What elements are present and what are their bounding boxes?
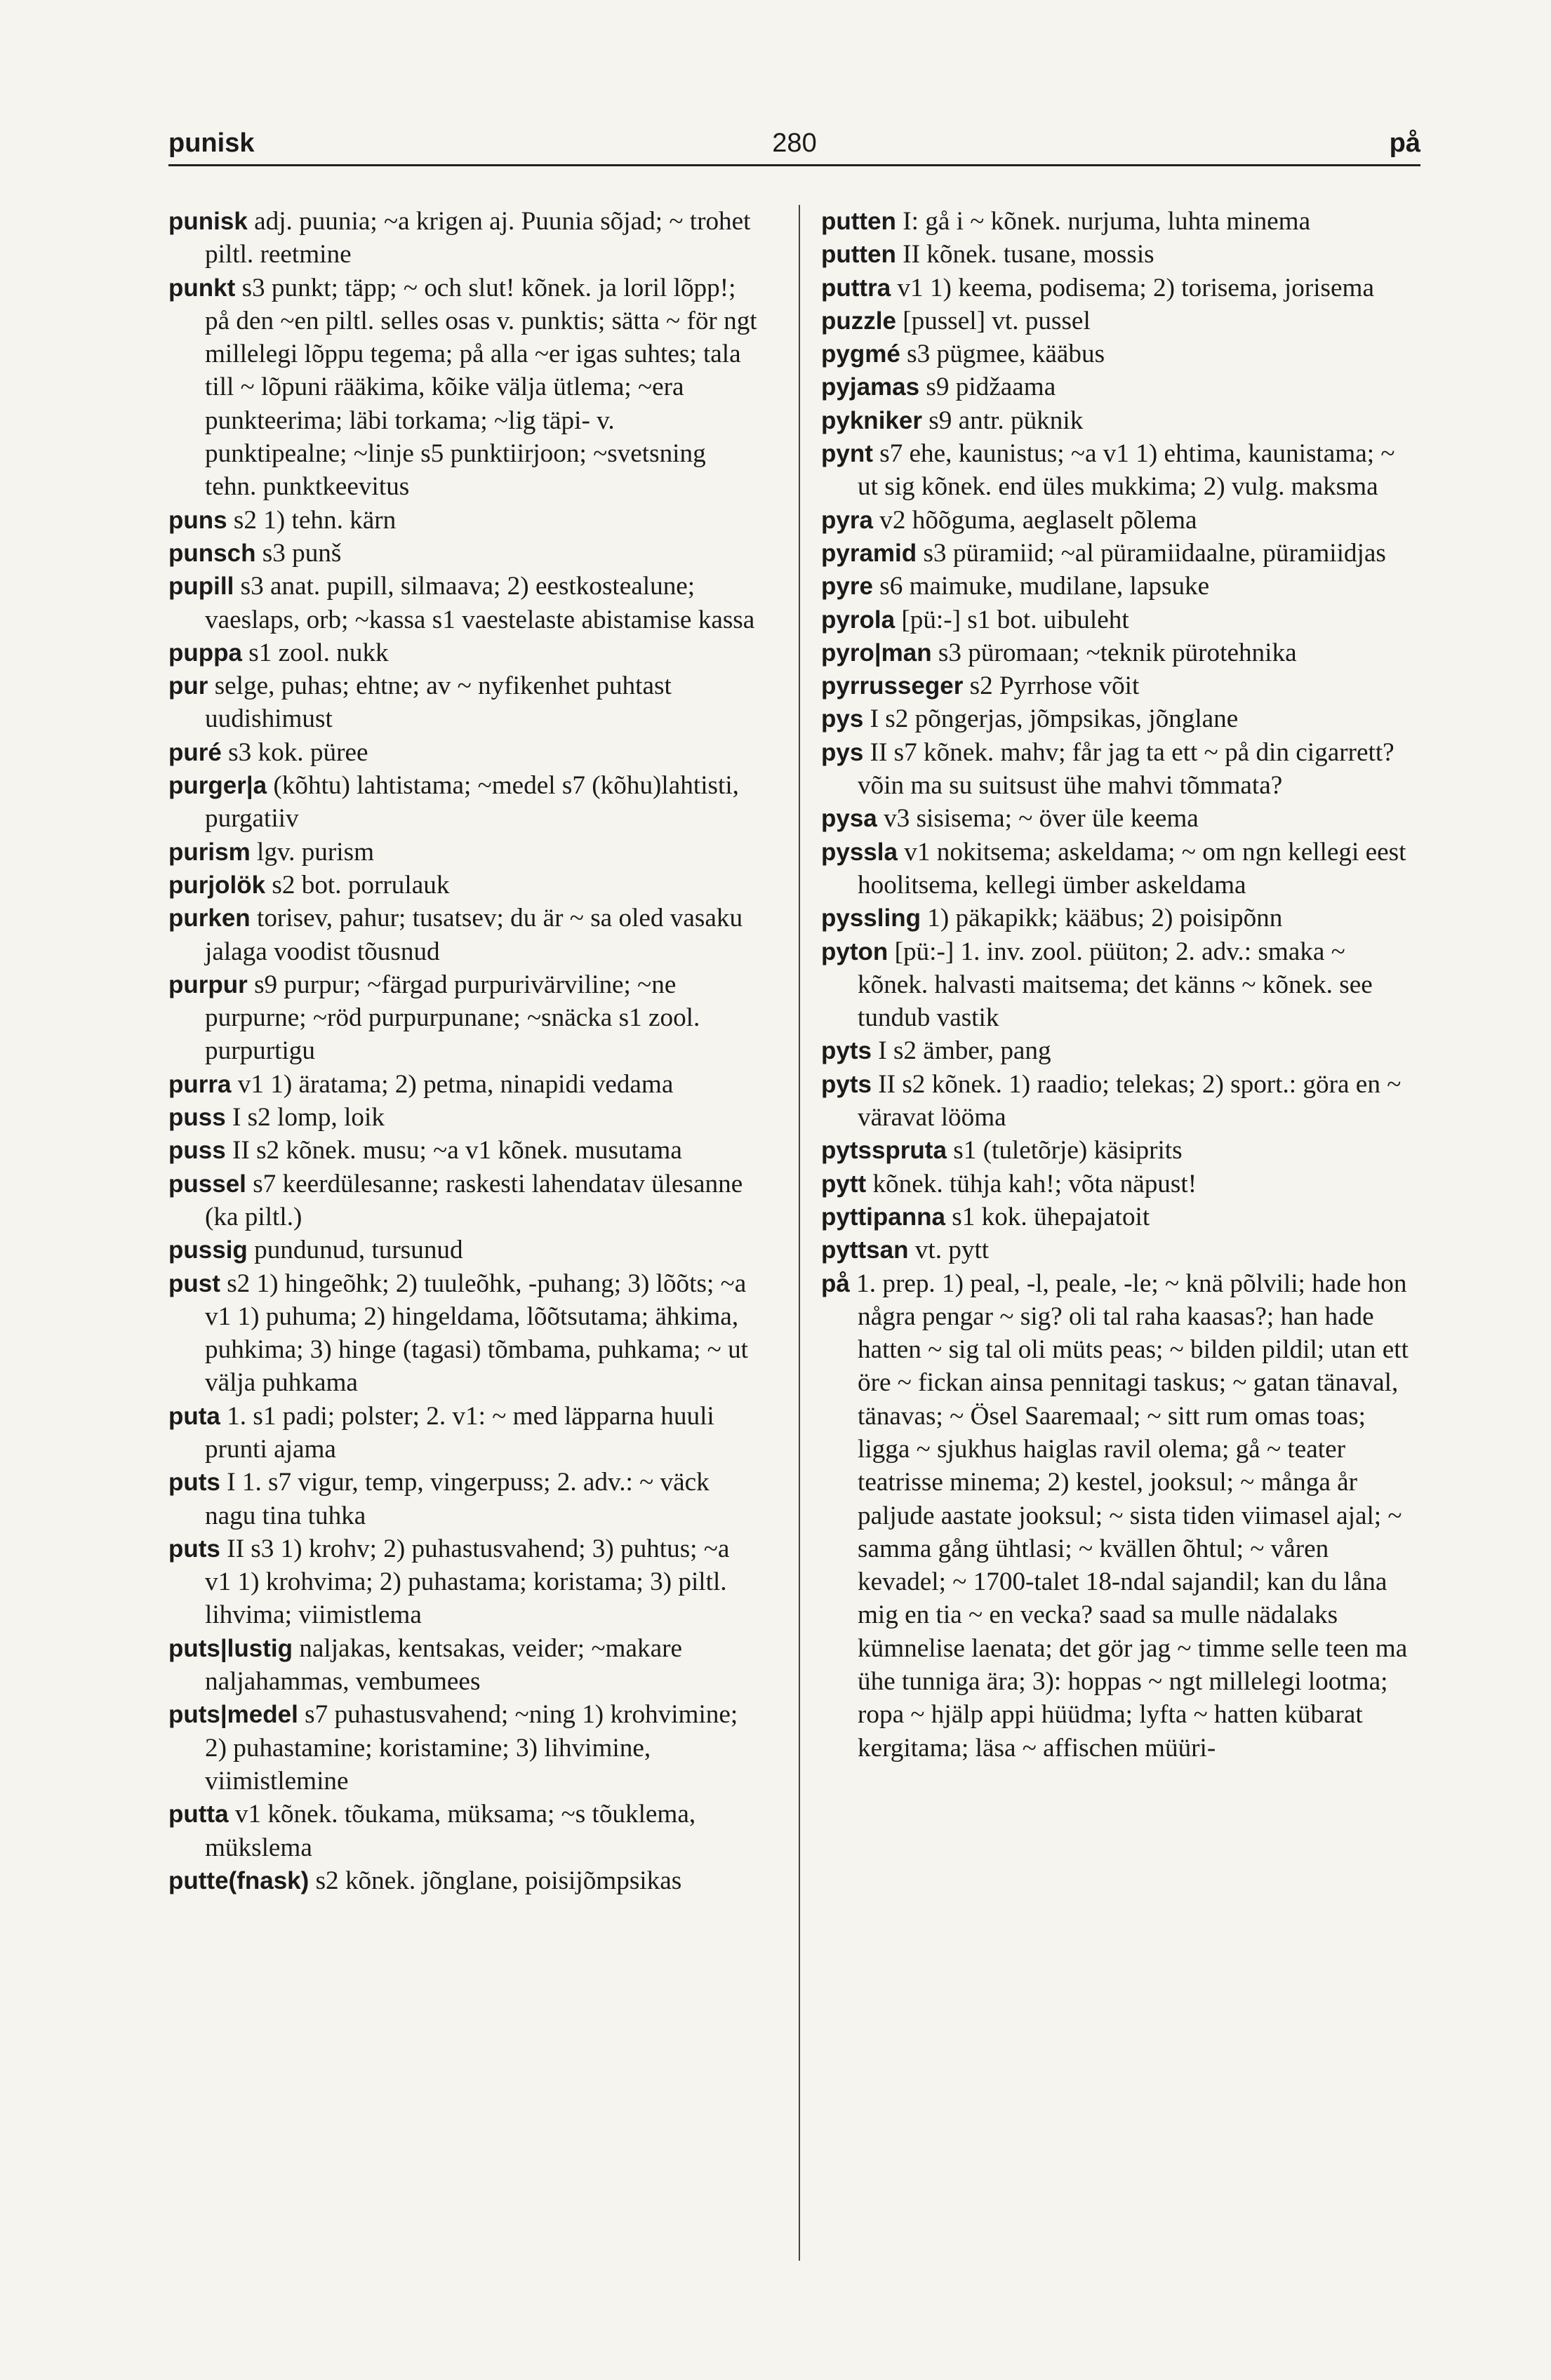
headword: pytt (821, 1170, 867, 1198)
headword: pyton (821, 937, 888, 965)
headword: på (821, 1269, 850, 1297)
dictionary-entry (168, 968, 758, 1068)
headword: pust (168, 1269, 220, 1297)
headword: puts|medel (168, 1701, 298, 1729)
definition: v3 sisisema; ~ över üle keema (884, 804, 1199, 834)
definition: pundunud, tursunud (254, 1236, 463, 1265)
dictionary-entry (168, 1532, 758, 1632)
headword: puns (168, 506, 227, 534)
headword: purken (168, 904, 251, 932)
definition: I s2 ämber, pang (878, 1036, 1051, 1066)
dictionary-entry (821, 1201, 1411, 1234)
definition: s2 1) tehn. kärn (233, 505, 397, 535)
dictionary-entry (168, 1134, 758, 1167)
definition: s7 puhastusvahend; ~ning 1) krohvimine; 2) puhastamine; koristamine; 3) lihvimine, viimistlemine (205, 1700, 738, 1796)
definition: s7 ehe, kaunistus; ~a v1 1) ehtima, kaunistama; ~ ut sig kõnek. end üles mukkima; 2) vulg. maksma (858, 439, 1395, 502)
dictionary-entry (168, 1632, 758, 1699)
dictionary-entry (168, 1234, 758, 1266)
dictionary-entry (168, 272, 758, 504)
dictionary-entry (168, 902, 758, 968)
headword: pys (821, 738, 864, 766)
dictionary-entry (168, 869, 758, 902)
definition: s6 maimuke, mudilane, lapsuke (879, 572, 1210, 601)
dictionary-entry (821, 603, 1411, 636)
definition: v2 hõõguma, aeglaselt põlema (879, 505, 1197, 535)
definition: I s2 lomp, loik (232, 1103, 385, 1132)
definition: s2 1) hingeõhk; 2) tuuleõhk, -puhang; 3) lõõts; ~a v1 1) puhuma; 2) hingeldama, lõõtsutama; ähkima, puhkima; 3) hinge (tagasi) tõmbama, puhkama; ~ ut välja puhkama (205, 1269, 749, 1398)
dictionary-entry (821, 272, 1411, 305)
definition: naljakas, kentsakas, veider; ~makare naljahammas, vembumees (205, 1633, 682, 1697)
headword: pussig (168, 1236, 248, 1264)
dictionary-entry (168, 570, 758, 636)
definition: II s2 kõnek. 1) raadio; telekas; 2) sport.: göra en ~ väravat lööma (858, 1069, 1402, 1132)
left-column (168, 205, 758, 1897)
dictionary-entry (821, 1168, 1411, 1201)
dictionary-entry (821, 636, 1411, 669)
headword: pytsspruta (821, 1137, 947, 1165)
header-rule (168, 164, 1420, 166)
page-header (168, 128, 1420, 170)
definition: II s3 1) krohv; 2) puhastusvahend; 3) puhtus; ~a v1 1) krohvima; 2) puhastama; koristama; 3) piltl. lihvima; viimistlema (205, 1534, 730, 1630)
dictionary-entry (821, 370, 1411, 403)
headword: puts (168, 1535, 220, 1563)
page-number: 280 (772, 128, 817, 158)
headword: pyra (821, 506, 873, 534)
definition: s3 anat. pupill, silmaava; 2) eestkostealune; vaeslaps, orb; ~kassa s1 vaestelaste abistamise kassa (205, 572, 755, 634)
headword: pyttsan (821, 1236, 909, 1264)
headword: pyro|man (821, 639, 932, 667)
dictionary-entry (821, 437, 1411, 504)
headword: puttra (821, 274, 891, 302)
dictionary-entry (168, 769, 758, 836)
dictionary-entry (821, 1134, 1411, 1167)
headword: putten (821, 241, 896, 269)
dictionary-entry (168, 1698, 758, 1798)
headword: pygmé (821, 340, 900, 368)
definition: II kõnek. tusane, mossis (903, 240, 1154, 269)
headword: putta (168, 1800, 229, 1829)
headword: puss (168, 1104, 226, 1132)
headword: purism (168, 838, 251, 866)
headword: pysa (821, 805, 877, 833)
headword: pyssling (821, 904, 921, 932)
dictionary-entry (168, 636, 758, 669)
dictionary-entry (821, 902, 1411, 935)
definition: adj. puunia; ~a krigen aj. Puunia sõjad; ~ trohet piltl. reetmine (205, 207, 751, 269)
definition: [pü:-] 1. inv. zool. püüton; 2. adv.: smaka ~ kõnek. halvasti maitsema; det känns ~ kõnek. see tundub vastik (858, 937, 1373, 1033)
headword: pyjamas (821, 373, 920, 401)
dictionary-entry (821, 337, 1411, 370)
headword: puss (168, 1137, 226, 1165)
definition: s3 kok. püree (228, 737, 368, 767)
definition: I s2 põngerjas, jõmpsikas, jõnglane (870, 704, 1239, 734)
headword: pussel (168, 1170, 246, 1198)
dictionary-entry (168, 1400, 758, 1466)
definition: s1 zool. nukk (248, 638, 389, 667)
header-first-headword: punisk (168, 128, 255, 158)
definition: [pussel] vt. pussel (903, 306, 1091, 335)
dictionary-entry (168, 836, 758, 869)
right-column (821, 205, 1411, 1765)
dictionary-entry (168, 1101, 758, 1134)
dictionary-entry (168, 1267, 758, 1400)
definition: s7 keerdülesanne; raskesti lahendatav ülesanne (ka piltl.) (205, 1169, 743, 1231)
definition: s1 (tuletõrje) käsiprits (953, 1136, 1183, 1165)
dictionary-entry (168, 205, 758, 272)
dictionary-entry (821, 802, 1411, 835)
headword: pyts (821, 1070, 872, 1098)
headword: pur (168, 672, 208, 700)
headword: punsch (168, 539, 256, 567)
dictionary-entry (821, 305, 1411, 337)
header-last-headword: på (1389, 128, 1420, 158)
headword: puts|lustig (168, 1634, 293, 1662)
definition: s2 bot. porrulauk (272, 870, 450, 900)
definition: kõnek. tühja kah!; võta näpust! (872, 1169, 1197, 1198)
dictionary-entry (821, 1068, 1411, 1135)
definition: s3 punš (262, 538, 342, 568)
dictionary-entry (168, 1466, 758, 1532)
dictionary-entry (821, 1234, 1411, 1266)
dictionary-entry (821, 537, 1411, 570)
dictionary-entry (821, 238, 1411, 271)
dictionary-entry (821, 404, 1411, 437)
dictionary-entry (168, 669, 758, 736)
definition: v1 1) äratama; 2) petma, ninapidi vedama (237, 1069, 674, 1099)
headword: pupill (168, 573, 234, 601)
definition: v1 kõnek. tõukama, müksama; ~s tõuklema, mükslema (205, 1800, 696, 1862)
headword: pyrrusseger (821, 672, 964, 700)
definition: s3 punkt; täpp; ~ och slut! kõnek. ja loril lõpp!; på den ~en piltl. selles osas v. punktis; sätta ~ för ngt millelegi lõppu tegema; på alla ~er igas suhtes; tala till ~ lõpuni rääkima, kõike välja ütlema; ~era punkteerima; läbi torkama; ~lig täpi- v. punktipealne; ~linje s5 punktiirjoon; ~svetsning tehn. punktkeevitus (205, 273, 757, 502)
definition: (kõhtu) lahtistama; ~medel s7 (kõhu)lahtisti, purgatiiv (205, 771, 739, 834)
definition: 1. s1 padi; polster; 2. v1: ~ med läpparna huuli prunti ajama (205, 1401, 714, 1464)
headword: pyrola (821, 606, 896, 634)
headword: pyttipanna (821, 1203, 945, 1231)
definition: I: gå i ~ kõnek. nurjuma, luhta minema (903, 207, 1311, 236)
headword: putten (821, 208, 896, 235)
headword: pyssla (821, 838, 898, 866)
headword: puzzle (821, 307, 896, 335)
headword: punisk (168, 208, 248, 235)
dictionary-entry (168, 1068, 758, 1101)
definition: s9 purpur; ~färgad purpurivärviline; ~ne purpurne; ~röd purpurpunane; ~snäcka s1 zool. purpurtigu (205, 970, 700, 1066)
definition: lgv. purism (257, 837, 374, 867)
dictionary-entry (821, 935, 1411, 1035)
dictionary-entry (821, 1267, 1411, 1765)
definition: s9 antr. püknik (928, 406, 1084, 435)
definition: II s7 kõnek. mahv; får jag ta ett ~ på din cigarrett? võin ma su suitsust ühe mahvi tõmmata? (858, 737, 1394, 801)
definition: v1 nokitsema; askeldama; ~ om ngn kellegi eest hoolitsema, kellegi ümber askeldama (858, 837, 1406, 900)
definition: s1 kok. ühepajatoit (952, 1202, 1150, 1231)
headword: puré (168, 738, 222, 766)
headword: puts (168, 1469, 220, 1497)
dictionary-entry (821, 836, 1411, 902)
definition: s3 püramiid; ~al püramiidaalne, püramiidjas (923, 538, 1386, 568)
headword: punkt (168, 274, 236, 302)
definition: s3 püromaan; ~teknik pürotehnika (938, 638, 1297, 667)
headword: purpur (168, 970, 248, 998)
dictionary-entry (821, 736, 1411, 803)
dictionary-entry (168, 1168, 758, 1234)
definition: 1) päkapikk; kääbus; 2) poisipõnn (927, 904, 1283, 933)
definition: 1. prep. 1) peal, -l, peale, -le; ~ knä põlvili; hade hon några pengar ~ sig? oli tal raha kaasas?; han hade hatten ~ sig tal oli müts peas; ~ bilden pildil; utan ett öre ~ fickan ainsa pennitagi taskus; ~ gatan tänaval, tänavas; ~ Ösel Saaremaal; ~ sitt rum omas toas; ligga ~ sjukhus haiglas ravil olema; gå ~ teater teatrisse minema; 2) kestel, jooksul; ~ många år paljude aastate jooksul; ~ sista tiden viimasel ajal; ~ samma gång ühtlasi; ~ kvällen õhtul; ~ våren kevadel; ~ 1700-talet 18-ndal sajandil; kan du låna mig en tia ~ en vecka? saad sa mulle nädalaks kümnelise laenata; det gör jag ~ timme selle teen ma ühe tunniga ära; 3): hoppas ~ ngt millelegi lootma; ropa ~ hjälp appi hüüdma; lyfta ~ hatten kübarat kergitama; läsa ~ affischen müüri- (856, 1269, 1409, 1763)
definition: s2 kõnek. jõnglane, poisijõmpsikas (315, 1866, 682, 1895)
dictionary-entry (821, 702, 1411, 735)
headword: pynt (821, 440, 873, 468)
definition: selge, puhas; ehtne; av ~ nyfikenhet puhtast uudishimust (205, 671, 672, 734)
definition: v1 1) keema, podisema; 2) torisema, jorisema (897, 273, 1374, 302)
headword: pykniker (821, 406, 922, 434)
definition: II s2 kõnek. musu; ~a v1 kõnek. musutama (232, 1136, 682, 1165)
dictionary-entry (168, 504, 758, 537)
headword: puppa (168, 639, 242, 667)
headword: putte(fnask) (168, 1866, 309, 1894)
headword: pyramid (821, 539, 917, 567)
definition: s2 Pyrrhose võit (969, 671, 1140, 701)
column-divider (799, 205, 800, 2261)
dictionary-entry (168, 1798, 758, 1864)
headword: purger|a (168, 772, 267, 800)
headword: pys (821, 705, 864, 733)
headword: purra (168, 1070, 232, 1098)
dictionary-entry (168, 1864, 758, 1897)
definition: I 1. s7 vigur, temp, vingerpuss; 2. adv.: ~ väck nagu tina tuhka (205, 1468, 710, 1530)
definition: vt. pytt (914, 1236, 990, 1265)
dictionary-entry (168, 736, 758, 769)
headword: purjolök (168, 871, 266, 899)
dictionary-entry (168, 537, 758, 570)
definition: torisev, pahur; tusatsev; du är ~ sa oled vasaku jalaga voodist tõusnud (205, 904, 743, 966)
definition: s9 pidžaama (926, 373, 1056, 402)
dictionary-entry (821, 205, 1411, 238)
dictionary-entry (821, 669, 1411, 702)
definition: s3 pügmee, kääbus (907, 340, 1105, 369)
definition: [pü:-] s1 bot. uibuleht (901, 605, 1129, 634)
dictionary-entry (821, 504, 1411, 537)
headword: pyts (821, 1037, 872, 1065)
dictionary-entry (821, 570, 1411, 603)
headword: pyre (821, 573, 873, 601)
headword: puta (168, 1402, 220, 1430)
dictionary-entry (821, 1034, 1411, 1067)
